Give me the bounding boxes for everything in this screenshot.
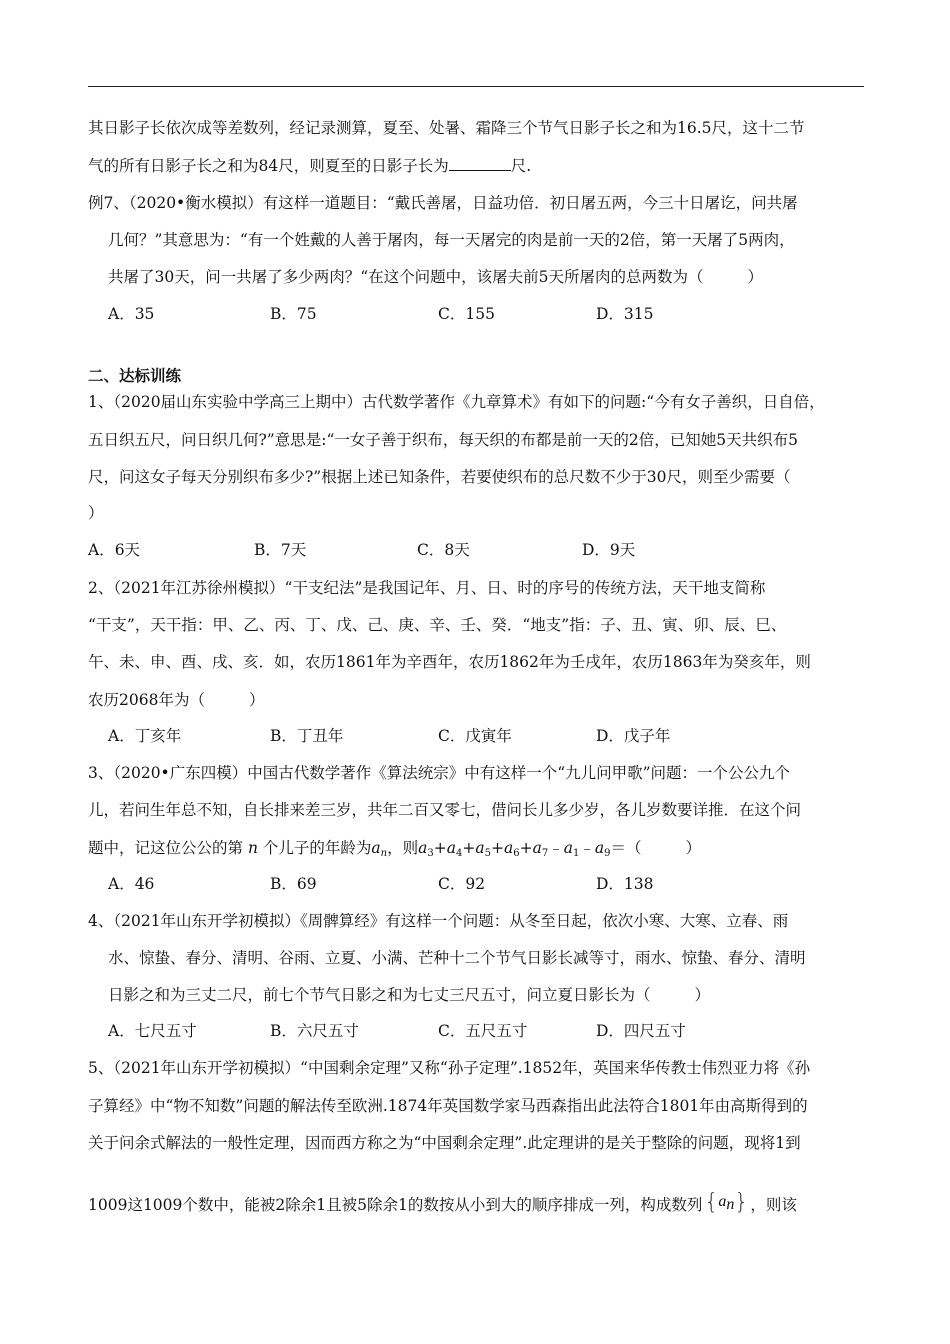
- text-line: 午、未、申、酉、戌、亥．如，农历1861年为辛酉年，农历1862年为壬戌年，农历1863年为癸亥年，则: [88, 653, 811, 671]
- option-a[interactable]: A．35: [108, 305, 155, 323]
- option-a[interactable]: A．6天: [88, 541, 141, 559]
- option-a[interactable]: A．46: [108, 875, 155, 893]
- option-c[interactable]: C．五尺五寸: [438, 1022, 528, 1040]
- section-heading: 二、达标训练: [88, 366, 182, 385]
- question-4-line: 4、（2021年山东开学初模拟）《周髀算经》有这样一个问题：从冬至日起，依次小寒、大寒、立春、雨: [88, 912, 789, 930]
- option-b[interactable]: B．75: [270, 305, 317, 323]
- options-row: [88, 540, 788, 560]
- options-row: [108, 304, 808, 324]
- option-b[interactable]: B．69: [270, 875, 317, 893]
- option-d[interactable]: D．315: [596, 305, 654, 323]
- text-line: 子算经》中“物不知数”问题的解法传至欧洲.1874年英国数学家马西森指出此法符合1801年由高斯得到的: [88, 1097, 808, 1115]
- text-line: 题中，记这位公公的第 n 个儿子的年龄为$a_n$，则$a_3+a_4+a_5+a_6+a_7﹣a_1﹣a_9=$（ ）: [88, 839, 702, 859]
- option-d[interactable]: D．戊子年: [596, 727, 671, 745]
- math-a-n: $a_n$: [371, 839, 388, 859]
- option-d[interactable]: D．9天: [582, 541, 636, 559]
- option-b[interactable]: B．丁丑年: [270, 727, 344, 745]
- option-b[interactable]: B．六尺五寸: [270, 1022, 359, 1040]
- options-row: [108, 874, 808, 894]
- option-d[interactable]: D．138: [596, 875, 654, 893]
- text-line: 农历2068年为（ ）: [88, 691, 265, 709]
- options-row: [108, 1021, 808, 1041]
- header-rule: [88, 86, 864, 87]
- text-line: 共屠了30天，问一共屠了多少两肉？“在这个问题中，该屠夫前5天所屠肉的总两数为（ ）: [108, 268, 764, 286]
- options-row: [108, 726, 808, 746]
- answer-blank[interactable]: [449, 156, 511, 171]
- option-a[interactable]: A．七尺五寸: [108, 1022, 197, 1040]
- question-3-line: 3、（2020•广东四模）中国古代数学著作《算法统宗》中有这样一个“九儿问甲歌”问题：一个公公九个: [88, 764, 791, 782]
- text-line: 气的所有日影子长之和为84尺，则夏至的日影子长为 尺.: [88, 157, 532, 175]
- text-line: 其日影子长依次成等差数列，经记录测算，夏至、处暑、霜降三个节气日影子长之和为16.5尺，这十二节: [88, 119, 805, 137]
- text-line: 日影之和为三丈二尺，前七个节气日影之和为七丈三尺五寸，问立夏日影长为（ ）: [108, 986, 711, 1004]
- text-line: 水、惊蛰、春分、清明、谷雨、立夏、小满、芒种十二个节气日影长减等寸，雨水、惊蛰、春分、清明: [108, 949, 806, 967]
- option-c[interactable]: C．8天: [417, 541, 470, 559]
- text-line: 儿，若问生年总不知，自长排来差三岁，共年二百又零七，借问长儿多少岁，各儿岁数要详推．在这个问: [88, 801, 802, 819]
- text-line: 尺，问这女子每天分别织布多少?”根据上述已知条件，若要使织布的总尺数不少于30尺，则至少需要（: [88, 468, 791, 486]
- option-c[interactable]: C．戊寅年: [438, 727, 512, 745]
- question-1-line: 1、（2020届山东实验中学高三上期中）古代数学著作《九章算术》有如下的问题:“今有女子善织，日自倍，: [88, 393, 825, 411]
- option-d[interactable]: D．四尺五寸: [596, 1022, 686, 1040]
- option-b[interactable]: B．7天: [254, 541, 307, 559]
- text-line: ）: [88, 504, 104, 522]
- text-line: “干支”，天干指：甲、乙、丙、丁、戊、己、庚、辛、壬、癸．“地支”指：子、丑、寅、卯、辰、巳、: [88, 616, 787, 634]
- sequence-notation: $\{a_n\}$: [704, 1190, 749, 1215]
- question-5-line: 5、（2021年山东开学初模拟）“中国剩余定理”又称“孙子定理”.1852年，英国来华传教士伟烈亚力将《孙: [88, 1059, 811, 1077]
- math-expression: $a_3+a_4+a_5+a_6+a_7﹣a_1﹣a_9$: [418, 839, 611, 859]
- option-a[interactable]: A．丁亥年: [108, 727, 182, 745]
- text-line: 关于问余式解法的一般性定理，因而西方称之为“中国剩余定理”.此定理讲的是关于整除的问题，现将1到: [88, 1134, 801, 1152]
- text-line: 五日织五尺，问日织几何?”意思是:“一女子善于织布，每天织的布都是前一天的2倍，已知她5天共织布5: [88, 431, 798, 449]
- text-line: 1009这1009个数中，能被2除余1且被5除余1的数按从小到大的顺序排成一列，构成数列$\{a_n\}$ ，则该: [88, 1190, 797, 1215]
- text-line: 几何？”其意思为：“有一个姓戴的人善于屠肉，每一天屠完的肉是前一天的2倍，第一天屠了5两肉，: [108, 231, 795, 249]
- example-7-line: 例7、（2020•衡水模拟）有这样一道题目：“戴氏善屠，日益功倍．初日屠五两，今三十日屠讫，问共屠: [88, 194, 798, 212]
- option-c[interactable]: C．92: [438, 875, 486, 893]
- question-2-line: 2、（2021年江苏徐州模拟）“干支纪法”是我国记年、月、日、时的序号的传统方法，天干地支简称: [88, 579, 766, 597]
- option-c[interactable]: C．155: [438, 305, 495, 323]
